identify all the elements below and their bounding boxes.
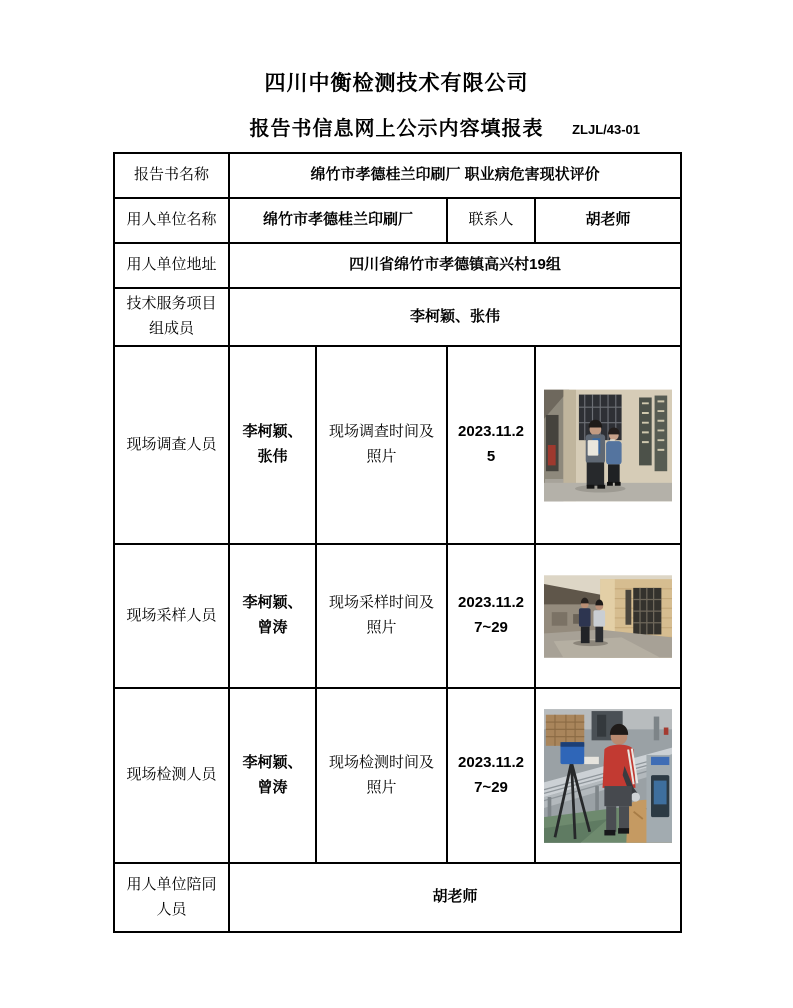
employer-name-label: 用人单位名称: [114, 198, 229, 243]
sampling-row: [114, 544, 681, 688]
document-content: [113, 0, 680, 933]
testing-photo: [544, 703, 672, 849]
sampling-time-label: 现场采样时间及照片: [316, 544, 447, 688]
survey-photo: [544, 388, 672, 503]
form-title-row: [113, 118, 680, 142]
escort-label: 用人单位陪同人员: [114, 863, 229, 932]
report-info-table: [113, 152, 682, 933]
survey-row: [114, 346, 681, 544]
project-team-label: 技术服务项目组成员: [114, 288, 229, 346]
project-team-value: 李柯颖、张伟: [229, 288, 681, 346]
report-name-row: [114, 153, 681, 198]
sampling-label: 现场采样人员: [114, 544, 229, 688]
testing-time-label: 现场检测时间及照片: [316, 688, 447, 863]
contact-label: 联系人: [447, 198, 535, 243]
sampling-photo-cell: [535, 544, 681, 688]
testing-time-value: 2023.11.27~29: [447, 688, 535, 863]
escort-row: [114, 863, 681, 932]
sampling-photo: [544, 574, 672, 659]
sampling-time-value: 2023.11.27~29: [447, 544, 535, 688]
testing-label: 现场检测人员: [114, 688, 229, 863]
form-title: 报告书信息网上公示内容填报表: [249, 118, 544, 141]
testing-photo-cell: [535, 688, 681, 863]
testing-row: [114, 688, 681, 863]
employer-address-label: 用人单位地址: [114, 243, 229, 288]
employer-address-value: 四川省绵竹市孝德镇高兴村19组: [229, 243, 681, 288]
testing-staff: 李柯颖、曾涛: [229, 688, 316, 863]
escort-value: 胡老师: [229, 863, 681, 932]
survey-label: 现场调查人员: [114, 346, 229, 544]
survey-time-label: 现场调查时间及照片: [316, 346, 447, 544]
project-team-row: [114, 288, 681, 346]
company-title: 四川中衡检测技术有限公司: [264, 72, 529, 95]
contact-value: 胡老师: [535, 198, 681, 243]
sampling-staff: 李柯颖、曾涛: [229, 544, 316, 688]
employer-name-value: 绵竹市孝德桂兰印刷厂: [229, 198, 447, 243]
report-name-label: 报告书名称: [114, 153, 229, 198]
survey-time-value: 2023.11.25: [447, 346, 535, 544]
report-name-value: 绵竹市孝德桂兰印刷厂 职业病危害现状评价: [229, 153, 681, 198]
survey-staff: 李柯颖、张伟: [229, 346, 316, 544]
form-code: ZLJL/43-01: [572, 122, 640, 138]
survey-photo-cell: [535, 346, 681, 544]
employer-name-row: [114, 198, 681, 243]
employer-address-row: [114, 243, 681, 288]
